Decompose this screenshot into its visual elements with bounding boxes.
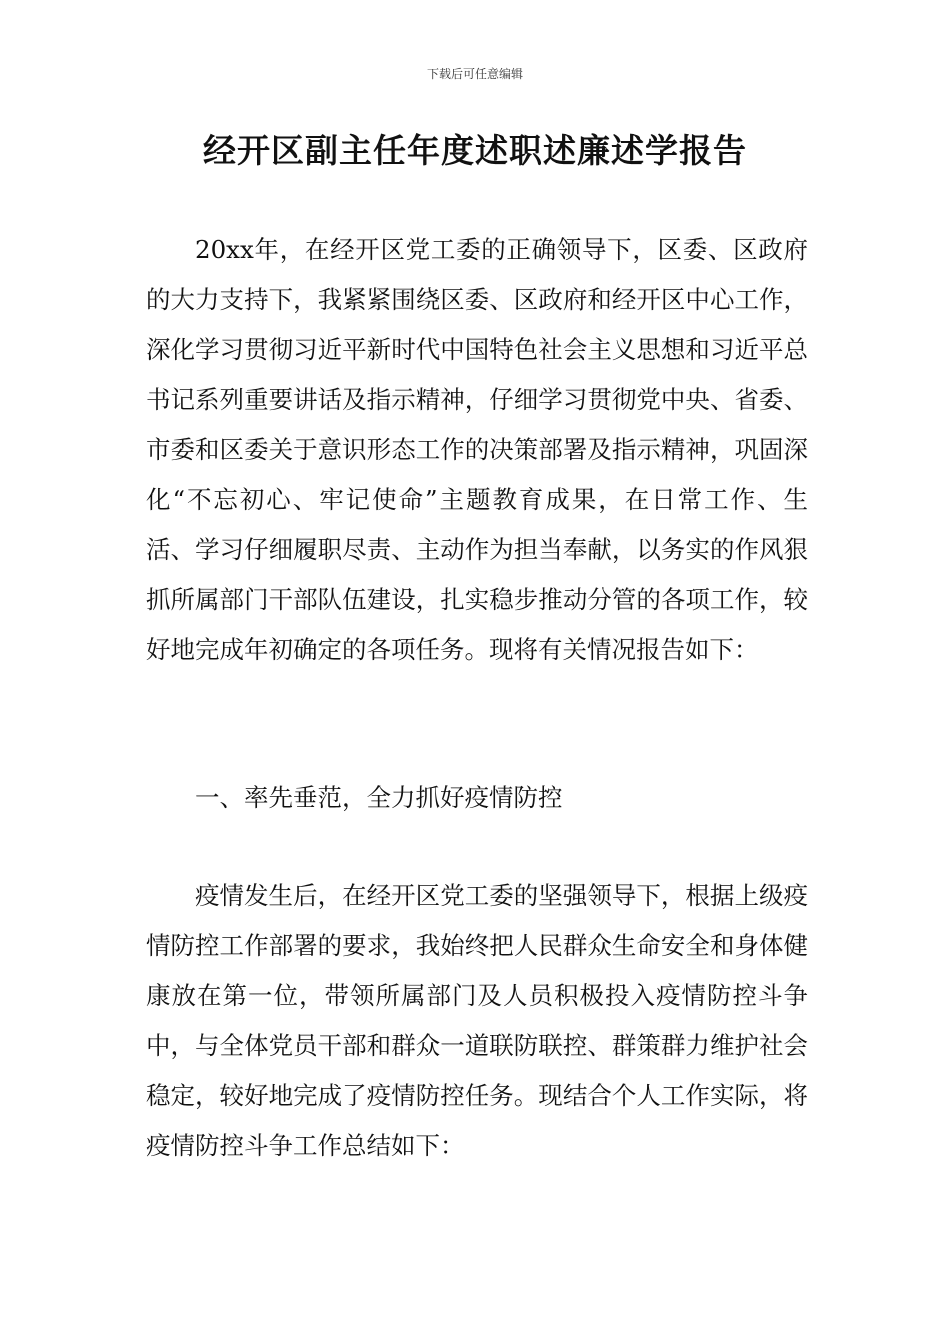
paragraph-intro: 20xx年，在经开区党工委的正确领导下，区委、区政府的大力支持下，我紧紧围绕区委、区政府和经开区中心工作，深化学习贯彻习近平新时代中国特色社会主义思想和习近平总书记系列重要讲话及指示精神，仔细学习贯彻党中央、省委、市委和区委关于意识形态工作的决策部署及指示精神，巩固深化“不忘初心、牢记使命”主题教育成果，在日常工作、生活、学习仔细履职尽责、主动作为担当奉献，以务实的作风狠抓所属部门干部队伍建设，扎实稳步推动分管的各项工作，较好地完成年初确定的各项任务。现将有关情况报告如下： (146, 235, 808, 664)
document-title: 经开区副主任年度述职述廉述学报告 (203, 131, 747, 170)
section-heading-1: 一、率先垂范，全力抓好疫情防控 (195, 783, 563, 812)
paragraph-epidemic: 疫情发生后，在经开区党工委的坚强领导下，根据上级疫情防控工作部署的要求，我始终把人民群众生命安全和身体健康放在第一位，带领所属部门及人员积极投入疫情防控斗争中，与全体党员干部和群众一道联防联控、群策群力维护社会稳定，较好地完成了疫情防控任务。现结合个人工作实际，将疫情防控斗争工作总结如下： (146, 881, 808, 1160)
header-note: 下载后可任意编辑 (426, 67, 523, 81)
